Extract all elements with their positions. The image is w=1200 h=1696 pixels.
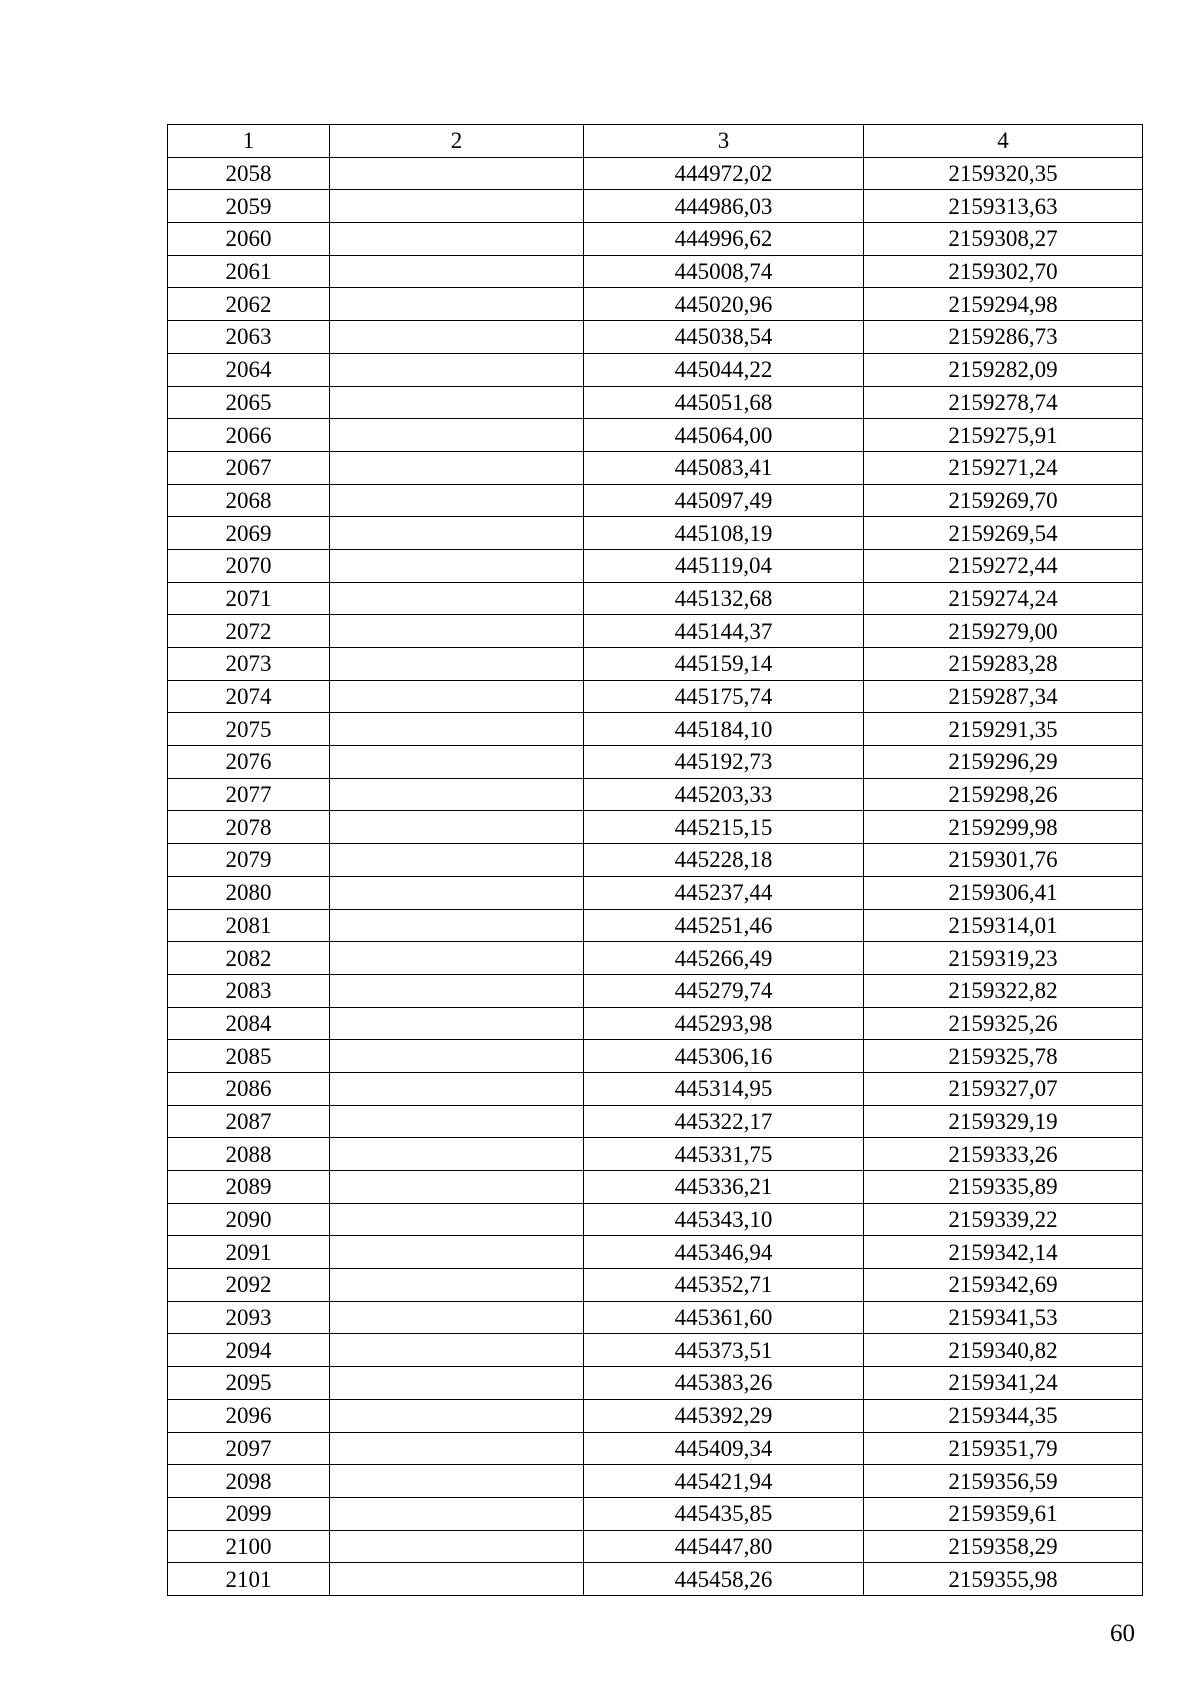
table-cell-col-2: [330, 386, 584, 419]
table-cell-col-2: [330, 1563, 584, 1596]
table-cell-col-2: [330, 974, 584, 1007]
table-cell-col-3: 445119,04: [584, 549, 864, 582]
table-row: [168, 1171, 1143, 1204]
table-cell-col-3: 445132,68: [584, 582, 864, 615]
table-cell-col-4: 2159279,00: [864, 615, 1143, 648]
table-cell-col-3: 445383,26: [584, 1367, 864, 1400]
table-cell-col-4: 2159308,27: [864, 223, 1143, 256]
table-cell-col-4: 2159286,73: [864, 321, 1143, 354]
table-cell-col-1: 2087: [168, 1105, 330, 1138]
table-cell-col-1: 2101: [168, 1563, 330, 1596]
table-cell-col-2: [330, 713, 584, 746]
table-cell-col-4: 2159341,24: [864, 1367, 1143, 1400]
page-number: 60: [1110, 1620, 1135, 1647]
table-row: [168, 974, 1143, 1007]
table-cell-col-1: 2078: [168, 811, 330, 844]
table-cell-col-3: 445228,18: [584, 844, 864, 877]
table-cell-col-1: 2079: [168, 844, 330, 877]
table-cell-col-2: [330, 1236, 584, 1269]
table-cell-col-1: 2060: [168, 223, 330, 256]
table-row: [168, 288, 1143, 321]
table-cell-col-3: 445373,51: [584, 1334, 864, 1367]
table-cell-col-4: 2159319,23: [864, 942, 1143, 975]
table-cell-col-2: [330, 1105, 584, 1138]
table-cell-col-1: 2070: [168, 549, 330, 582]
table-row: [168, 1301, 1143, 1334]
table-cell-col-2: [330, 909, 584, 942]
table-row: [168, 1563, 1143, 1596]
table-cell-col-4: 2159341,53: [864, 1301, 1143, 1334]
table-cell-col-1: 2066: [168, 419, 330, 452]
table-cell-col-2: [330, 255, 584, 288]
table-cell-col-4: 2159271,24: [864, 451, 1143, 484]
table-cell-col-4: 2159340,82: [864, 1334, 1143, 1367]
table-cell-col-1: 2069: [168, 517, 330, 550]
table-row: [168, 648, 1143, 681]
table-cell-col-3: 445361,60: [584, 1301, 864, 1334]
table-cell-col-4: 2159320,35: [864, 157, 1143, 190]
column-header-2: 2: [330, 125, 584, 158]
table-row: [168, 549, 1143, 582]
table-cell-col-1: 2088: [168, 1138, 330, 1171]
table-cell-col-1: 2061: [168, 255, 330, 288]
table-row: [168, 223, 1143, 256]
table-cell-col-3: 445038,54: [584, 321, 864, 354]
table-row: [168, 1236, 1143, 1269]
table-row: [168, 778, 1143, 811]
table-cell-col-3: 445458,26: [584, 1563, 864, 1596]
table-cell-col-1: 2058: [168, 157, 330, 190]
table-cell-col-1: 2081: [168, 909, 330, 942]
table-cell-col-1: 2075: [168, 713, 330, 746]
table-cell-col-3: 445352,71: [584, 1269, 864, 1302]
table-row: [168, 1138, 1143, 1171]
table-cell-col-1: 2090: [168, 1203, 330, 1236]
table-cell-col-2: [330, 1138, 584, 1171]
table-cell-col-4: 2159306,41: [864, 876, 1143, 909]
table-cell-col-4: 2159269,54: [864, 517, 1143, 550]
table-row: [168, 1072, 1143, 1105]
table-body: [168, 125, 1143, 1596]
table-cell-col-4: 2159356,59: [864, 1465, 1143, 1498]
table-row: [168, 517, 1143, 550]
table-cell-col-2: [330, 157, 584, 190]
table-cell-col-2: [330, 778, 584, 811]
table-row: [168, 844, 1143, 877]
table-cell-col-2: [330, 223, 584, 256]
table-cell-col-3: 445421,94: [584, 1465, 864, 1498]
column-header-3: 3: [584, 125, 864, 158]
table-cell-col-4: 2159355,98: [864, 1563, 1143, 1596]
table-cell-col-3: 445314,95: [584, 1072, 864, 1105]
table-cell-col-4: 2159342,69: [864, 1269, 1143, 1302]
table-cell-col-2: [330, 288, 584, 321]
table-cell-col-4: 2159313,63: [864, 190, 1143, 223]
table-cell-col-3: 445343,10: [584, 1203, 864, 1236]
column-header-4: 4: [864, 125, 1143, 158]
table-cell-col-3: 445251,46: [584, 909, 864, 942]
table-cell-col-4: 2159333,26: [864, 1138, 1143, 1171]
table-cell-col-2: [330, 1203, 584, 1236]
table-cell-col-3: 445020,96: [584, 288, 864, 321]
table-row: [168, 1007, 1143, 1040]
table-row: [168, 321, 1143, 354]
table-cell-col-2: [330, 1367, 584, 1400]
table-cell-col-1: 2067: [168, 451, 330, 484]
table-cell-col-4: 2159299,98: [864, 811, 1143, 844]
table-cell-col-1: 2084: [168, 1007, 330, 1040]
table-cell-col-3: 444996,62: [584, 223, 864, 256]
table-cell-col-4: 2159302,70: [864, 255, 1143, 288]
table-cell-col-1: 2098: [168, 1465, 330, 1498]
table-cell-col-2: [330, 648, 584, 681]
table-cell-col-2: [330, 844, 584, 877]
table-cell-col-3: 445409,34: [584, 1432, 864, 1465]
table-cell-col-1: 2089: [168, 1171, 330, 1204]
table-cell-col-4: 2159342,14: [864, 1236, 1143, 1269]
table-cell-col-1: 2064: [168, 353, 330, 386]
table-cell-col-3: 444972,02: [584, 157, 864, 190]
table-cell-col-1: 2068: [168, 484, 330, 517]
table-cell-col-4: 2159294,98: [864, 288, 1143, 321]
table-cell-col-2: [330, 1040, 584, 1073]
table-cell-col-2: [330, 549, 584, 582]
table-cell-col-3: 445192,73: [584, 746, 864, 779]
table-cell-col-2: [330, 1497, 584, 1530]
table-row: [168, 746, 1143, 779]
table-cell-col-3: 445144,37: [584, 615, 864, 648]
table-row: [168, 1040, 1143, 1073]
table-cell-col-1: 2095: [168, 1367, 330, 1400]
table-row: [168, 1465, 1143, 1498]
table-cell-col-3: 445097,49: [584, 484, 864, 517]
table-cell-col-4: 2159278,74: [864, 386, 1143, 419]
table-cell-col-2: [330, 1334, 584, 1367]
table-cell-col-3: 445184,10: [584, 713, 864, 746]
table-row: [168, 1530, 1143, 1563]
table-cell-col-3: 445266,49: [584, 942, 864, 975]
table-row: [168, 1399, 1143, 1432]
table-row: [168, 484, 1143, 517]
table-cell-col-2: [330, 1072, 584, 1105]
table-cell-col-4: 2159335,89: [864, 1171, 1143, 1204]
table-cell-col-2: [330, 811, 584, 844]
table-row: [168, 1203, 1143, 1236]
table-row: [168, 615, 1143, 648]
table-cell-col-4: 2159301,76: [864, 844, 1143, 877]
table-cell-col-3: 445044,22: [584, 353, 864, 386]
table-cell-col-4: 2159269,70: [864, 484, 1143, 517]
table-row: [168, 1367, 1143, 1400]
table-cell-col-1: 2074: [168, 680, 330, 713]
table-cell-col-1: 2082: [168, 942, 330, 975]
table-cell-col-3: 445064,00: [584, 419, 864, 452]
table-cell-col-2: [330, 321, 584, 354]
table-cell-col-2: [330, 517, 584, 550]
table-cell-col-4: 2159274,24: [864, 582, 1143, 615]
table-cell-col-1: 2080: [168, 876, 330, 909]
table-cell-col-3: 445331,75: [584, 1138, 864, 1171]
table-row: [168, 255, 1143, 288]
table-cell-col-4: 2159272,44: [864, 549, 1143, 582]
table-row: [168, 451, 1143, 484]
table-cell-col-4: 2159283,28: [864, 648, 1143, 681]
table-cell-col-2: [330, 680, 584, 713]
table-cell-col-2: [330, 1530, 584, 1563]
table-cell-col-2: [330, 353, 584, 386]
table-cell-col-2: [330, 582, 584, 615]
table-cell-col-2: [330, 942, 584, 975]
table-cell-col-2: [330, 190, 584, 223]
table-cell-col-2: [330, 1007, 584, 1040]
table-cell-col-4: 2159291,35: [864, 713, 1143, 746]
table-cell-col-3: 445322,17: [584, 1105, 864, 1138]
table-cell-col-3: 445237,44: [584, 876, 864, 909]
table-cell-col-1: 2063: [168, 321, 330, 354]
table-row: [168, 386, 1143, 419]
table-cell-col-4: 2159344,35: [864, 1399, 1143, 1432]
table-cell-col-4: 2159325,78: [864, 1040, 1143, 1073]
table-cell-col-1: 2062: [168, 288, 330, 321]
table-cell-col-1: 2065: [168, 386, 330, 419]
table-cell-col-3: 445346,94: [584, 1236, 864, 1269]
table-cell-col-3: 445159,14: [584, 648, 864, 681]
table-cell-col-2: [330, 876, 584, 909]
table-cell-col-1: 2085: [168, 1040, 330, 1073]
table-row: [168, 190, 1143, 223]
table-cell-col-1: 2086: [168, 1072, 330, 1105]
table-cell-col-1: 2059: [168, 190, 330, 223]
table-cell-col-3: 445392,29: [584, 1399, 864, 1432]
table-row: [168, 582, 1143, 615]
table-cell-col-2: [330, 451, 584, 484]
table-row: [168, 157, 1143, 190]
table-cell-col-4: 2159325,26: [864, 1007, 1143, 1040]
table-cell-col-3: 445008,74: [584, 255, 864, 288]
table-cell-col-3: 445203,33: [584, 778, 864, 811]
table-cell-col-1: 2076: [168, 746, 330, 779]
table-cell-col-4: 2159358,29: [864, 1530, 1143, 1563]
table-cell-col-2: [330, 1465, 584, 1498]
table-cell-col-2: [330, 1301, 584, 1334]
table-cell-col-4: 2159339,22: [864, 1203, 1143, 1236]
table-cell-col-4: 2159329,19: [864, 1105, 1143, 1138]
table-row: [168, 353, 1143, 386]
table-cell-col-2: [330, 1432, 584, 1465]
table-cell-col-2: [330, 1171, 584, 1204]
table-row: [168, 942, 1143, 975]
table-cell-col-2: [330, 484, 584, 517]
table-cell-col-3: 445175,74: [584, 680, 864, 713]
column-header-1: 1: [168, 125, 330, 158]
table-cell-col-4: 2159359,61: [864, 1497, 1143, 1530]
table-cell-col-4: 2159298,26: [864, 778, 1143, 811]
table-row: [168, 909, 1143, 942]
table-cell-col-4: 2159314,01: [864, 909, 1143, 942]
table-cell-col-1: 2091: [168, 1236, 330, 1269]
table-cell-col-2: [330, 1399, 584, 1432]
table-cell-col-4: 2159296,29: [864, 746, 1143, 779]
table-cell-col-1: 2096: [168, 1399, 330, 1432]
table-cell-col-3: 445083,41: [584, 451, 864, 484]
table-row: [168, 713, 1143, 746]
table-cell-col-3: 445306,16: [584, 1040, 864, 1073]
table-cell-col-2: [330, 615, 584, 648]
table-cell-col-4: 2159351,79: [864, 1432, 1143, 1465]
table-cell-col-1: 2097: [168, 1432, 330, 1465]
coordinates-table: [167, 124, 1143, 1596]
table-cell-col-4: 2159287,34: [864, 680, 1143, 713]
table-row: [168, 1105, 1143, 1138]
table-cell-col-4: 2159282,09: [864, 353, 1143, 386]
table-cell-col-2: [330, 1269, 584, 1302]
table-row: [168, 680, 1143, 713]
table-cell-col-4: 2159322,82: [864, 974, 1143, 1007]
table-cell-col-3: 445293,98: [584, 1007, 864, 1040]
table-row: [168, 876, 1143, 909]
table-cell-col-3: 445435,85: [584, 1497, 864, 1530]
table-cell-col-1: 2100: [168, 1530, 330, 1563]
table-cell-col-1: 2093: [168, 1301, 330, 1334]
table-cell-col-1: 2077: [168, 778, 330, 811]
table-cell-col-1: 2072: [168, 615, 330, 648]
table-cell-col-3: 445336,21: [584, 1171, 864, 1204]
table-cell-col-3: 445051,68: [584, 386, 864, 419]
table-row: [168, 419, 1143, 452]
table-cell-col-1: 2083: [168, 974, 330, 1007]
table-cell-col-1: 2073: [168, 648, 330, 681]
table-cell-col-3: 445447,80: [584, 1530, 864, 1563]
table-cell-col-4: 2159327,07: [864, 1072, 1143, 1105]
table-cell-col-1: 2071: [168, 582, 330, 615]
table-cell-col-1: 2099: [168, 1497, 330, 1530]
table-row: [168, 1269, 1143, 1302]
table-cell-col-1: 2094: [168, 1334, 330, 1367]
table-row: [168, 1497, 1143, 1530]
table-cell-col-1: 2092: [168, 1269, 330, 1302]
table-row: [168, 1334, 1143, 1367]
table-cell-col-3: 445279,74: [584, 974, 864, 1007]
table-cell-col-2: [330, 419, 584, 452]
table-cell-col-4: 2159275,91: [864, 419, 1143, 452]
table-cell-col-3: 445108,19: [584, 517, 864, 550]
table-row: [168, 811, 1143, 844]
table-row: [168, 1432, 1143, 1465]
table-cell-col-3: 444986,03: [584, 190, 864, 223]
table-cell-col-3: 445215,15: [584, 811, 864, 844]
table-header-row: [168, 125, 1143, 158]
table-cell-col-2: [330, 746, 584, 779]
